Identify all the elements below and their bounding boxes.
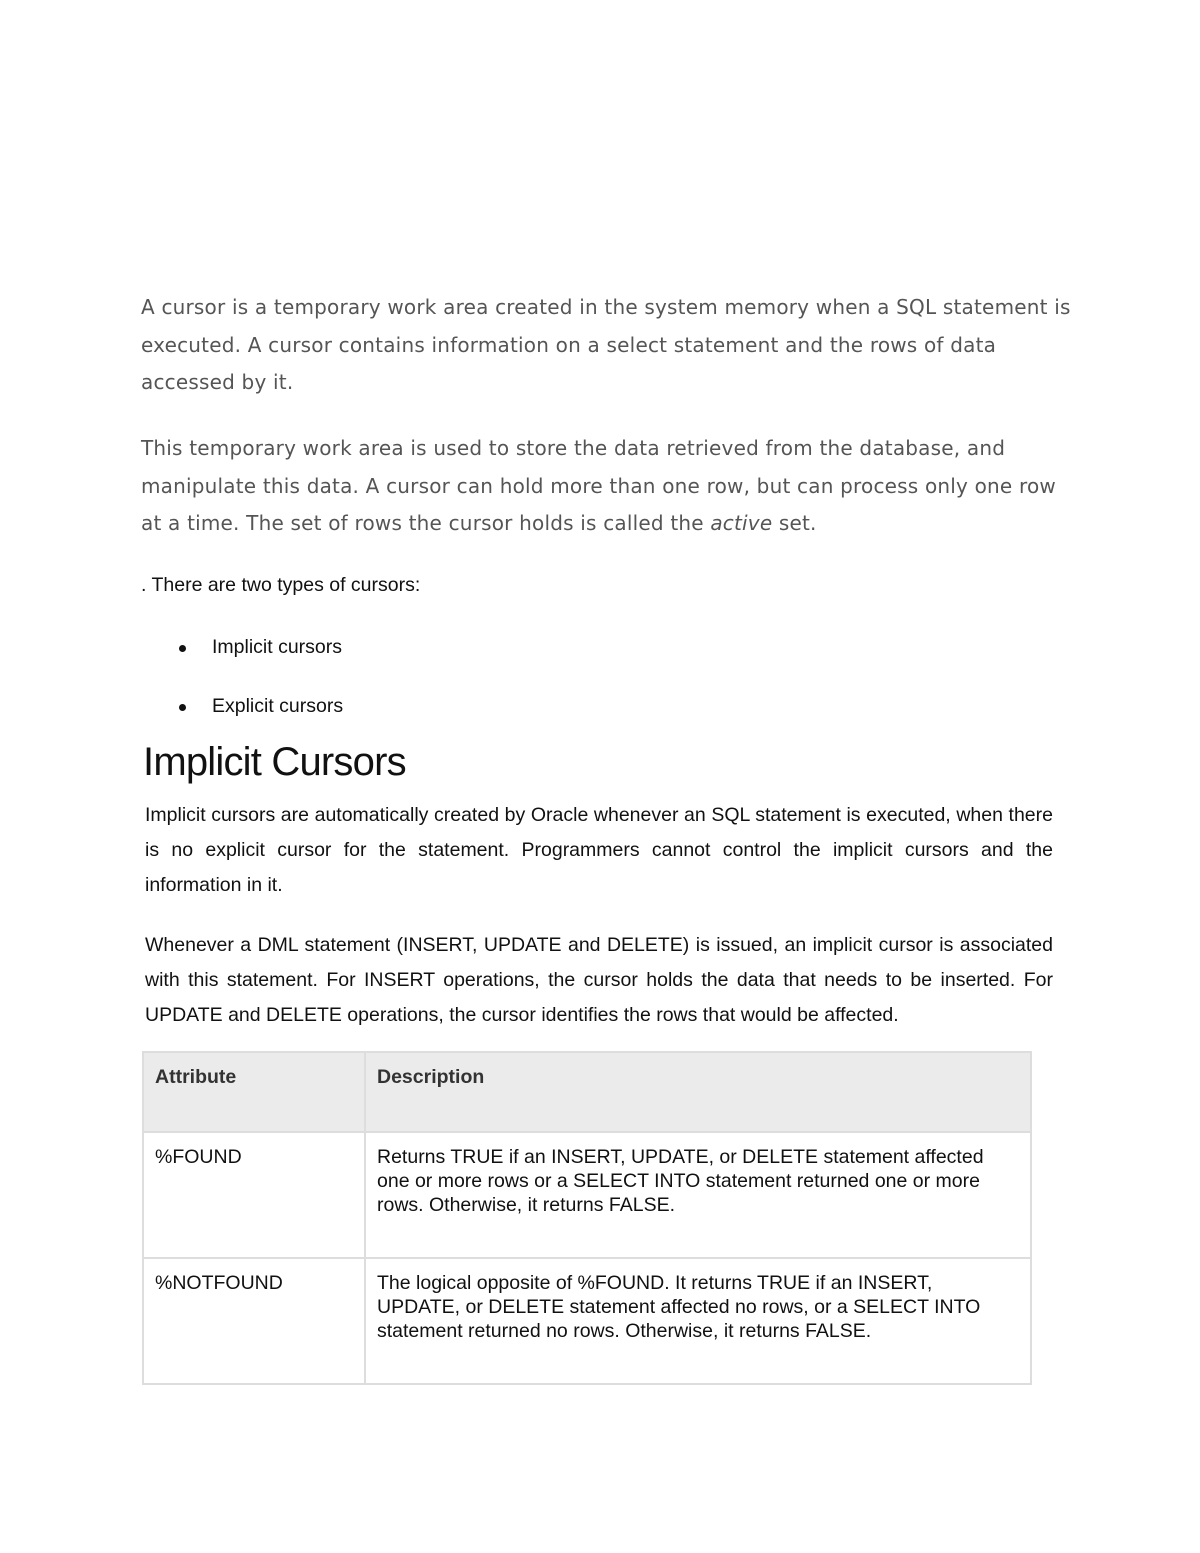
list-item-label: Explicit cursors xyxy=(212,695,344,717)
description-cell: Returns TRUE if an INSERT, UPDATE, or DELETE statement affected one or more rows or a SELECT INTO statement returned one or more rows. Otherwise, it returns FALSE. xyxy=(365,1132,1031,1258)
table-header-row xyxy=(143,1052,1031,1132)
cursor-attributes-table xyxy=(142,1051,1032,1385)
description-cell: The logical opposite of %FOUND. It returns TRUE if an INSERT, UPDATE, or DELETE statement affected no rows, or a SELECT INTO statement returned no rows. Otherwise, it returns FALSE. xyxy=(365,1258,1031,1384)
column-header-description: Description xyxy=(365,1052,1031,1132)
cursor-types-lead: . There are two types of cursors: xyxy=(141,574,421,596)
intro-paragraph-2-text: This temporary work area is used to store the data retrieved from the database, and manipulate this data. A cursor can hold more than one row, but can process only one row at a time. The set of rows the cursor holds is called the xyxy=(141,436,1056,535)
intro-paragraph-2 xyxy=(141,430,1071,543)
table-row xyxy=(143,1132,1031,1258)
bullet-icon xyxy=(179,704,186,711)
attribute-cell: %FOUND xyxy=(143,1132,365,1258)
bullet-icon xyxy=(179,645,186,652)
column-header-attribute: Attribute xyxy=(143,1052,365,1132)
intro-paragraph-1: A cursor is a temporary work area created in the system memory when a SQL statement is executed. A cursor contains information on a select statement and the rows of data accessed by it. xyxy=(141,295,1071,394)
table-row xyxy=(143,1258,1031,1384)
attribute-cell: %NOTFOUND xyxy=(143,1258,365,1384)
intro-paragraph-2-end: set. xyxy=(772,511,817,535)
list-item-label: Implicit cursors xyxy=(212,636,343,658)
section-paragraph-1: Implicit cursors are automatically created by Oracle whenever an SQL statement is executed, when there is no explicit cursor for the statement. Programmers cannot control the implicit cursors and the information in it. xyxy=(145,804,1053,896)
section-paragraph-2: Whenever a DML statement (INSERT, UPDATE and DELETE) is issued, an implicit cursor is associated with this statement. For INSERT operations, the cursor holds the data that needs to be inserted. For UPDATE and DELETE operations, the cursor identifies the rows that would be affected. xyxy=(145,934,1053,1026)
active-set-emphasis: active xyxy=(710,511,773,535)
section-heading: Implicit Cursors xyxy=(143,740,406,784)
